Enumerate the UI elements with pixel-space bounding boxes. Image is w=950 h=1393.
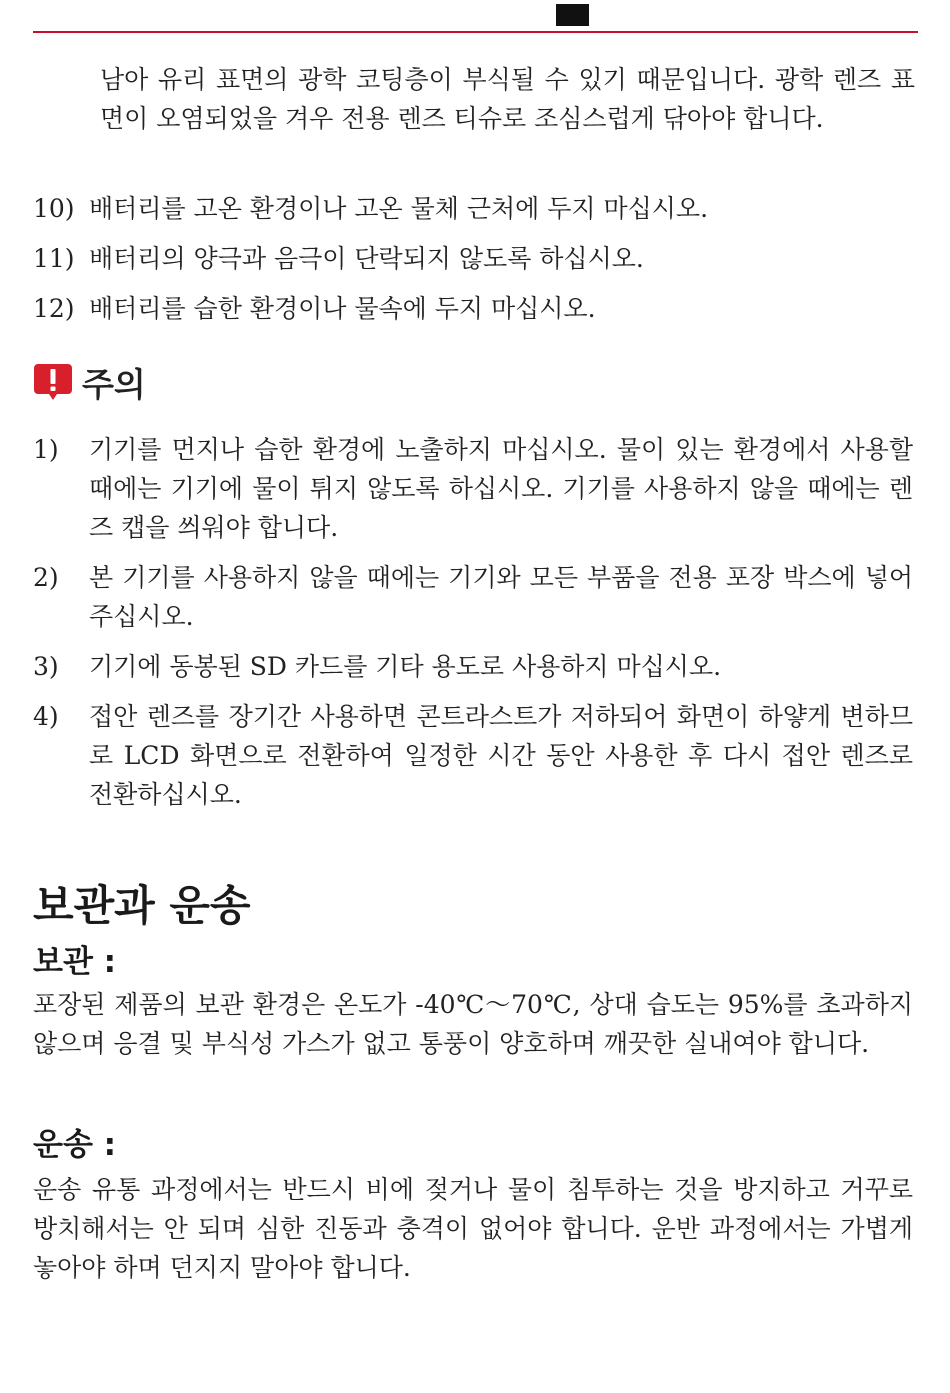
transport-paragraph: 운송 유통 과정에서는 반드시 비에 젖거나 물이 침투하는 것을 방지하고 거꾸로 방치해서는 안 되며 심한 진동과 충격이 없어야 합니다. 운반 과정에서는 가볍게 놓아야 하며 던지지 말아야 합니다.: [33, 1175, 913, 1282]
storage-paragraph: 포장된 제품의 보관 환경은 온도가 -40℃～70℃, 상대 습도는 95%를 초과하지 않으며 응결 및 부식성 가스가 없고 통풍이 양호하며 깨끗한 실내여야 합니다.: [33, 990, 913, 1058]
list-item: [33, 558, 913, 636]
caution-heading: [33, 360, 146, 404]
caution-icon: [33, 362, 73, 402]
list-item: [33, 647, 913, 686]
list-item-text: 본 기기를 사용하지 않을 때에는 기기와 모든 부품을 전용 포장 박스에 넣어주십시오.: [89, 563, 913, 631]
list-item-text: 배터리를 습한 환경이나 물속에 두지 마십시오.: [89, 294, 596, 323]
list-item-number: 3): [33, 652, 59, 681]
storage-heading: 보관 :: [33, 944, 117, 980]
section-title: 보관과 운송: [33, 881, 251, 930]
list-item-number: 11): [33, 244, 75, 273]
caution-list: [33, 430, 913, 825]
list-item: [33, 697, 913, 814]
page-tab-marker: [556, 4, 589, 26]
list-item-text: 접안 렌즈를 장기간 사용하면 콘트라스트가 저하되어 화면이 하얗게 변하므로 LCD 화면으로 전환하여 일정한 시간 동안 사용한 후 다시 접안 렌즈로 전환하십시오.: [89, 702, 913, 809]
list-item-number: 10): [33, 194, 75, 223]
continuation-paragraph: 남아 유리 표면의 광학 코팅층이 부식될 수 있기 때문입니다. 광학 렌즈 표면이 오염되었을 겨우 전용 렌즈 티슈로 조심스럽게 닦아야 합니다.: [100, 65, 915, 133]
list-item: [33, 239, 913, 278]
battery-warning-list: [33, 189, 913, 339]
header-rule: [33, 31, 918, 33]
list-item-number: 4): [33, 702, 59, 731]
list-item-text: 기기를 먼지나 습한 환경에 노출하지 마십시오. 물이 있는 환경에서 사용할 때에는 기기에 물이 튀지 않도록 하십시오. 기기를 사용하지 않을 때에는 렌즈 캡을 씌워야 합니다.: [89, 435, 913, 542]
list-item-number: 2): [33, 563, 59, 592]
list-item: [33, 189, 913, 228]
list-item-text: 기기에 동봉된 SD 카드를 기타 용도로 사용하지 마십시오.: [89, 652, 722, 681]
list-item-text: 배터리의 양극과 음극이 단락되지 않도록 하십시오.: [89, 244, 644, 273]
list-item-number: 12): [33, 294, 75, 323]
list-item-text: 배터리를 고온 환경이나 고온 물체 근처에 두지 마십시오.: [89, 194, 709, 223]
caution-title: 주의: [82, 364, 146, 404]
list-item-number: 1): [33, 435, 59, 464]
list-item: [33, 430, 913, 547]
transport-heading: 운송 :: [33, 1127, 117, 1163]
list-item: [33, 289, 913, 328]
